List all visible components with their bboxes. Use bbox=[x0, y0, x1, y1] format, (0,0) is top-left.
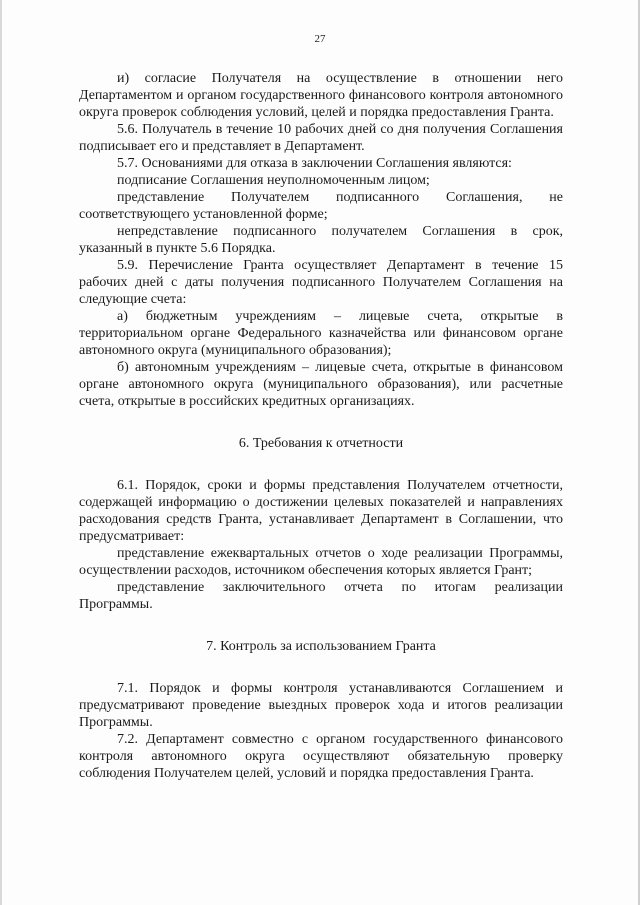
document-body bbox=[79, 70, 563, 782]
paragraph-7-2: 7.2. Департамент совместно с органом государственного финансового контроля автономного округа осуществляют обязательную проверку соблюдения Получателем целей, условий и порядка предоставления Гранта. bbox=[79, 732, 563, 781]
paragraph-5-7-item-2: представление Получателем подписанного Соглашения, не соответствующего установленной форме; bbox=[79, 190, 563, 222]
page-edge-left bbox=[0, 0, 2, 905]
paragraph-5-6: 5.6. Получатель в течение 10 рабочих дней со дня получения Соглашения подписывает его и представляет в Департамент. bbox=[79, 122, 563, 154]
paragraph-consent: и) согласие Получателя на осуществление в отношении него Департаментом и органом государственного финансового контроля автономного округа проверок соблюдения условий, целей и порядка предоставления Гранта. bbox=[79, 71, 563, 120]
paragraph-5-7: 5.7. Основаниями для отказа в заключении Соглашения являются: bbox=[117, 156, 512, 171]
paragraph-6-1-item-1: представление ежеквартальных отчетов о ходе реализации Программы, осуществлении расходов, источником обеспечения которых является Грант; bbox=[79, 546, 563, 578]
section-7-heading: 7. Контроль за использованием Гранта bbox=[206, 639, 436, 654]
paragraph-5-9-a: а) бюджетным учреждениям – лицевые счета, открытые в территориальном органе Федерального казначейства или финансовом органе автономного округа (муниципального образования); bbox=[79, 309, 563, 358]
paragraph-6-1-item-2: представление заключительного отчета по итогам реализации Программы. bbox=[79, 580, 563, 612]
paragraph-5-7-item-1: подписание Соглашения неуполномоченным лицом; bbox=[117, 173, 430, 188]
paragraph-5-9-b: б) автономным учреждениям – лицевые счета, открытые в финансовом органе автономного округа (муниципального образования), или расчетные счета, открытые в российских кредитных организациях. bbox=[79, 360, 563, 409]
paragraph-7-1: 7.1. Порядок и формы контроля устанавливаются Соглашением и предусматривают проведение выездных проверок хода и итогов реализации Программы. bbox=[79, 681, 563, 730]
page-number: 27 bbox=[314, 33, 326, 45]
paragraph-5-9: 5.9. Перечисление Гранта осуществляет Департамент в течение 15 рабочих дней с даты получения подписанного Получателем Соглашения на следующие счета: bbox=[79, 258, 563, 307]
section-6-heading: 6. Требования к отчетности bbox=[238, 436, 404, 451]
paragraph-6-1: 6.1. Порядок, сроки и формы представления Получателем отчетности, содержащей информацию о достижении целевых показателей и направлениях расходования средств Гранта, устанавливает Департамент в Соглашении, что предусматривает: bbox=[79, 478, 563, 544]
paragraph-5-7-item-3: непредставление подписанного получателем Соглашения в срок, указанный в пункте 5.6 Порядка. bbox=[79, 224, 563, 256]
